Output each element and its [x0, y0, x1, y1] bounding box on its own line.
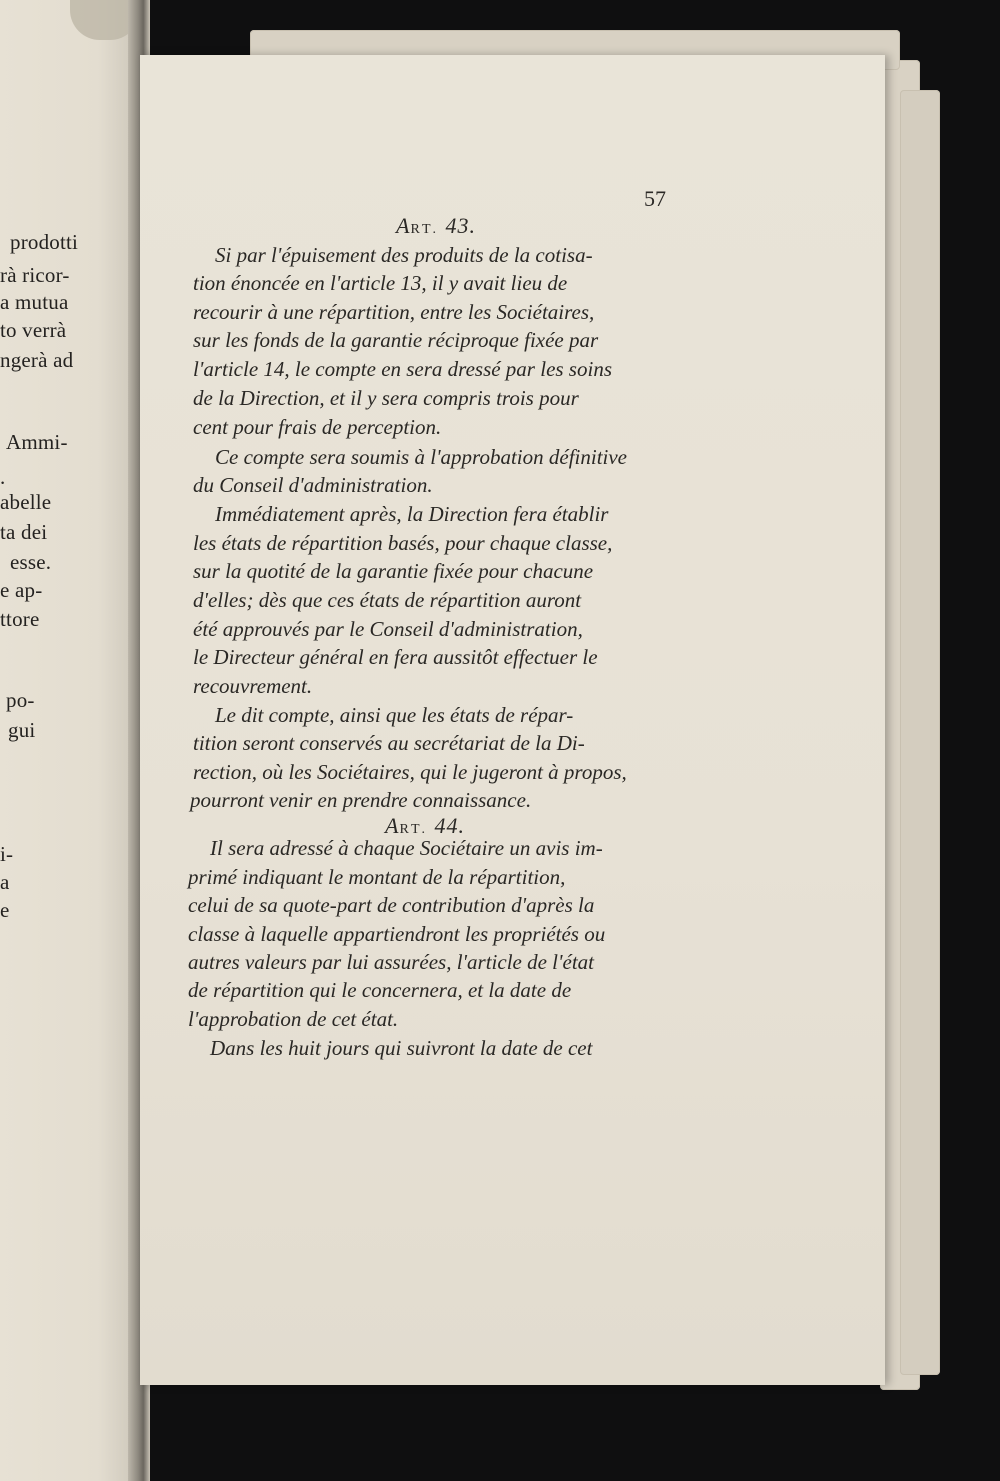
- text-line: de la Direction, et il y sera compris trois pour: [193, 386, 579, 410]
- text-line: recouvrement.: [193, 674, 313, 698]
- left-page-line: a: [0, 870, 10, 894]
- left-page-line: Ammi-: [6, 430, 68, 454]
- text-line: le Directeur général en fera aussitôt effectuer le: [193, 645, 598, 669]
- text-line: tition seront conservés au secrétariat de la Di-: [193, 731, 585, 755]
- text-line: Dans les huit jours qui suivront la date de cet: [210, 1036, 593, 1060]
- text-line: rection, où les Sociétaires, qui le jugeront à propos,: [193, 760, 627, 784]
- page-number: 57: [644, 186, 666, 211]
- left-page-line: .: [0, 465, 6, 489]
- text-line: pourront venir en prendre connaissance.: [190, 788, 532, 812]
- article-43-heading: [396, 213, 476, 239]
- article-heading-prefix: A: [396, 213, 411, 238]
- text-line: Si par l'épuisement des produits de la cotisa-: [215, 243, 593, 267]
- left-page-line: to verrà: [0, 318, 67, 342]
- text-line: l'approbation de cet état.: [188, 1007, 399, 1031]
- text-line: de répartition qui le concernera, et la date de: [188, 978, 572, 1002]
- text-line: Ce compte sera soumis à l'approbation définitive: [215, 445, 628, 469]
- text-line: sur les fonds de la garantie réciproque fixée par: [193, 328, 599, 352]
- text-line: primé indiquant le montant de la répartition,: [188, 865, 566, 889]
- page-edge: [900, 90, 940, 1375]
- left-page-line: i-: [0, 842, 14, 866]
- left-page-line: prodotti: [10, 230, 79, 254]
- left-page-line: rà ricor-: [0, 263, 70, 287]
- article-heading-prefix: A: [385, 813, 400, 838]
- text-line: Immédiatement après, la Direction fera établir: [215, 502, 609, 526]
- text-line: tion énoncée en l'article 13, il y avait lieu de: [193, 271, 568, 295]
- text-line: Il sera adressé à chaque Sociétaire un avis im-: [210, 836, 603, 860]
- article-heading-number: 44.: [434, 813, 465, 838]
- text-line: du Conseil d'administration.: [193, 473, 433, 497]
- text-line: celui de sa quote-part de contribution d'après la: [188, 893, 595, 917]
- text-line: Le dit compte, ainsi que les états de répar-: [215, 703, 574, 727]
- left-page-line: esse.: [10, 550, 52, 574]
- text-line: cent pour frais de perception.: [193, 415, 442, 439]
- left-page-line: ttore: [0, 607, 40, 631]
- text-line: autres valeurs par lui assurées, l'article de l'état: [188, 950, 594, 974]
- article-heading-abbr: RT.: [399, 822, 428, 837]
- text-line: été approuvés par le Conseil d'administration,: [193, 617, 583, 641]
- text-line: sur la quotité de la garantie fixée pour chacune: [193, 559, 594, 583]
- left-page-line: ngerà ad: [0, 348, 74, 372]
- left-page-line: e: [0, 898, 10, 922]
- left-page-line: a mutua: [0, 290, 69, 314]
- text-line: classe à laquelle appartiendront les propriétés ou: [188, 922, 606, 946]
- left-page-line: abelle: [0, 490, 52, 514]
- text-line: recourir à une répartition, entre les Sociétaires,: [193, 300, 595, 324]
- left-page-line: po-: [6, 688, 35, 712]
- left-page-line: e ap-: [0, 578, 43, 602]
- left-page-line: ta dei: [0, 520, 48, 544]
- text-line: l'article 14, le compte en sera dressé par les soins: [193, 357, 612, 381]
- article-heading-abbr: RT.: [410, 222, 439, 237]
- text-line: les états de répartition basés, pour chaque classe,: [193, 531, 613, 555]
- left-page-line: gui: [8, 718, 36, 742]
- article-heading-number: 43.: [445, 213, 476, 238]
- text-line: d'elles; dès que ces états de répartition auront: [193, 588, 582, 612]
